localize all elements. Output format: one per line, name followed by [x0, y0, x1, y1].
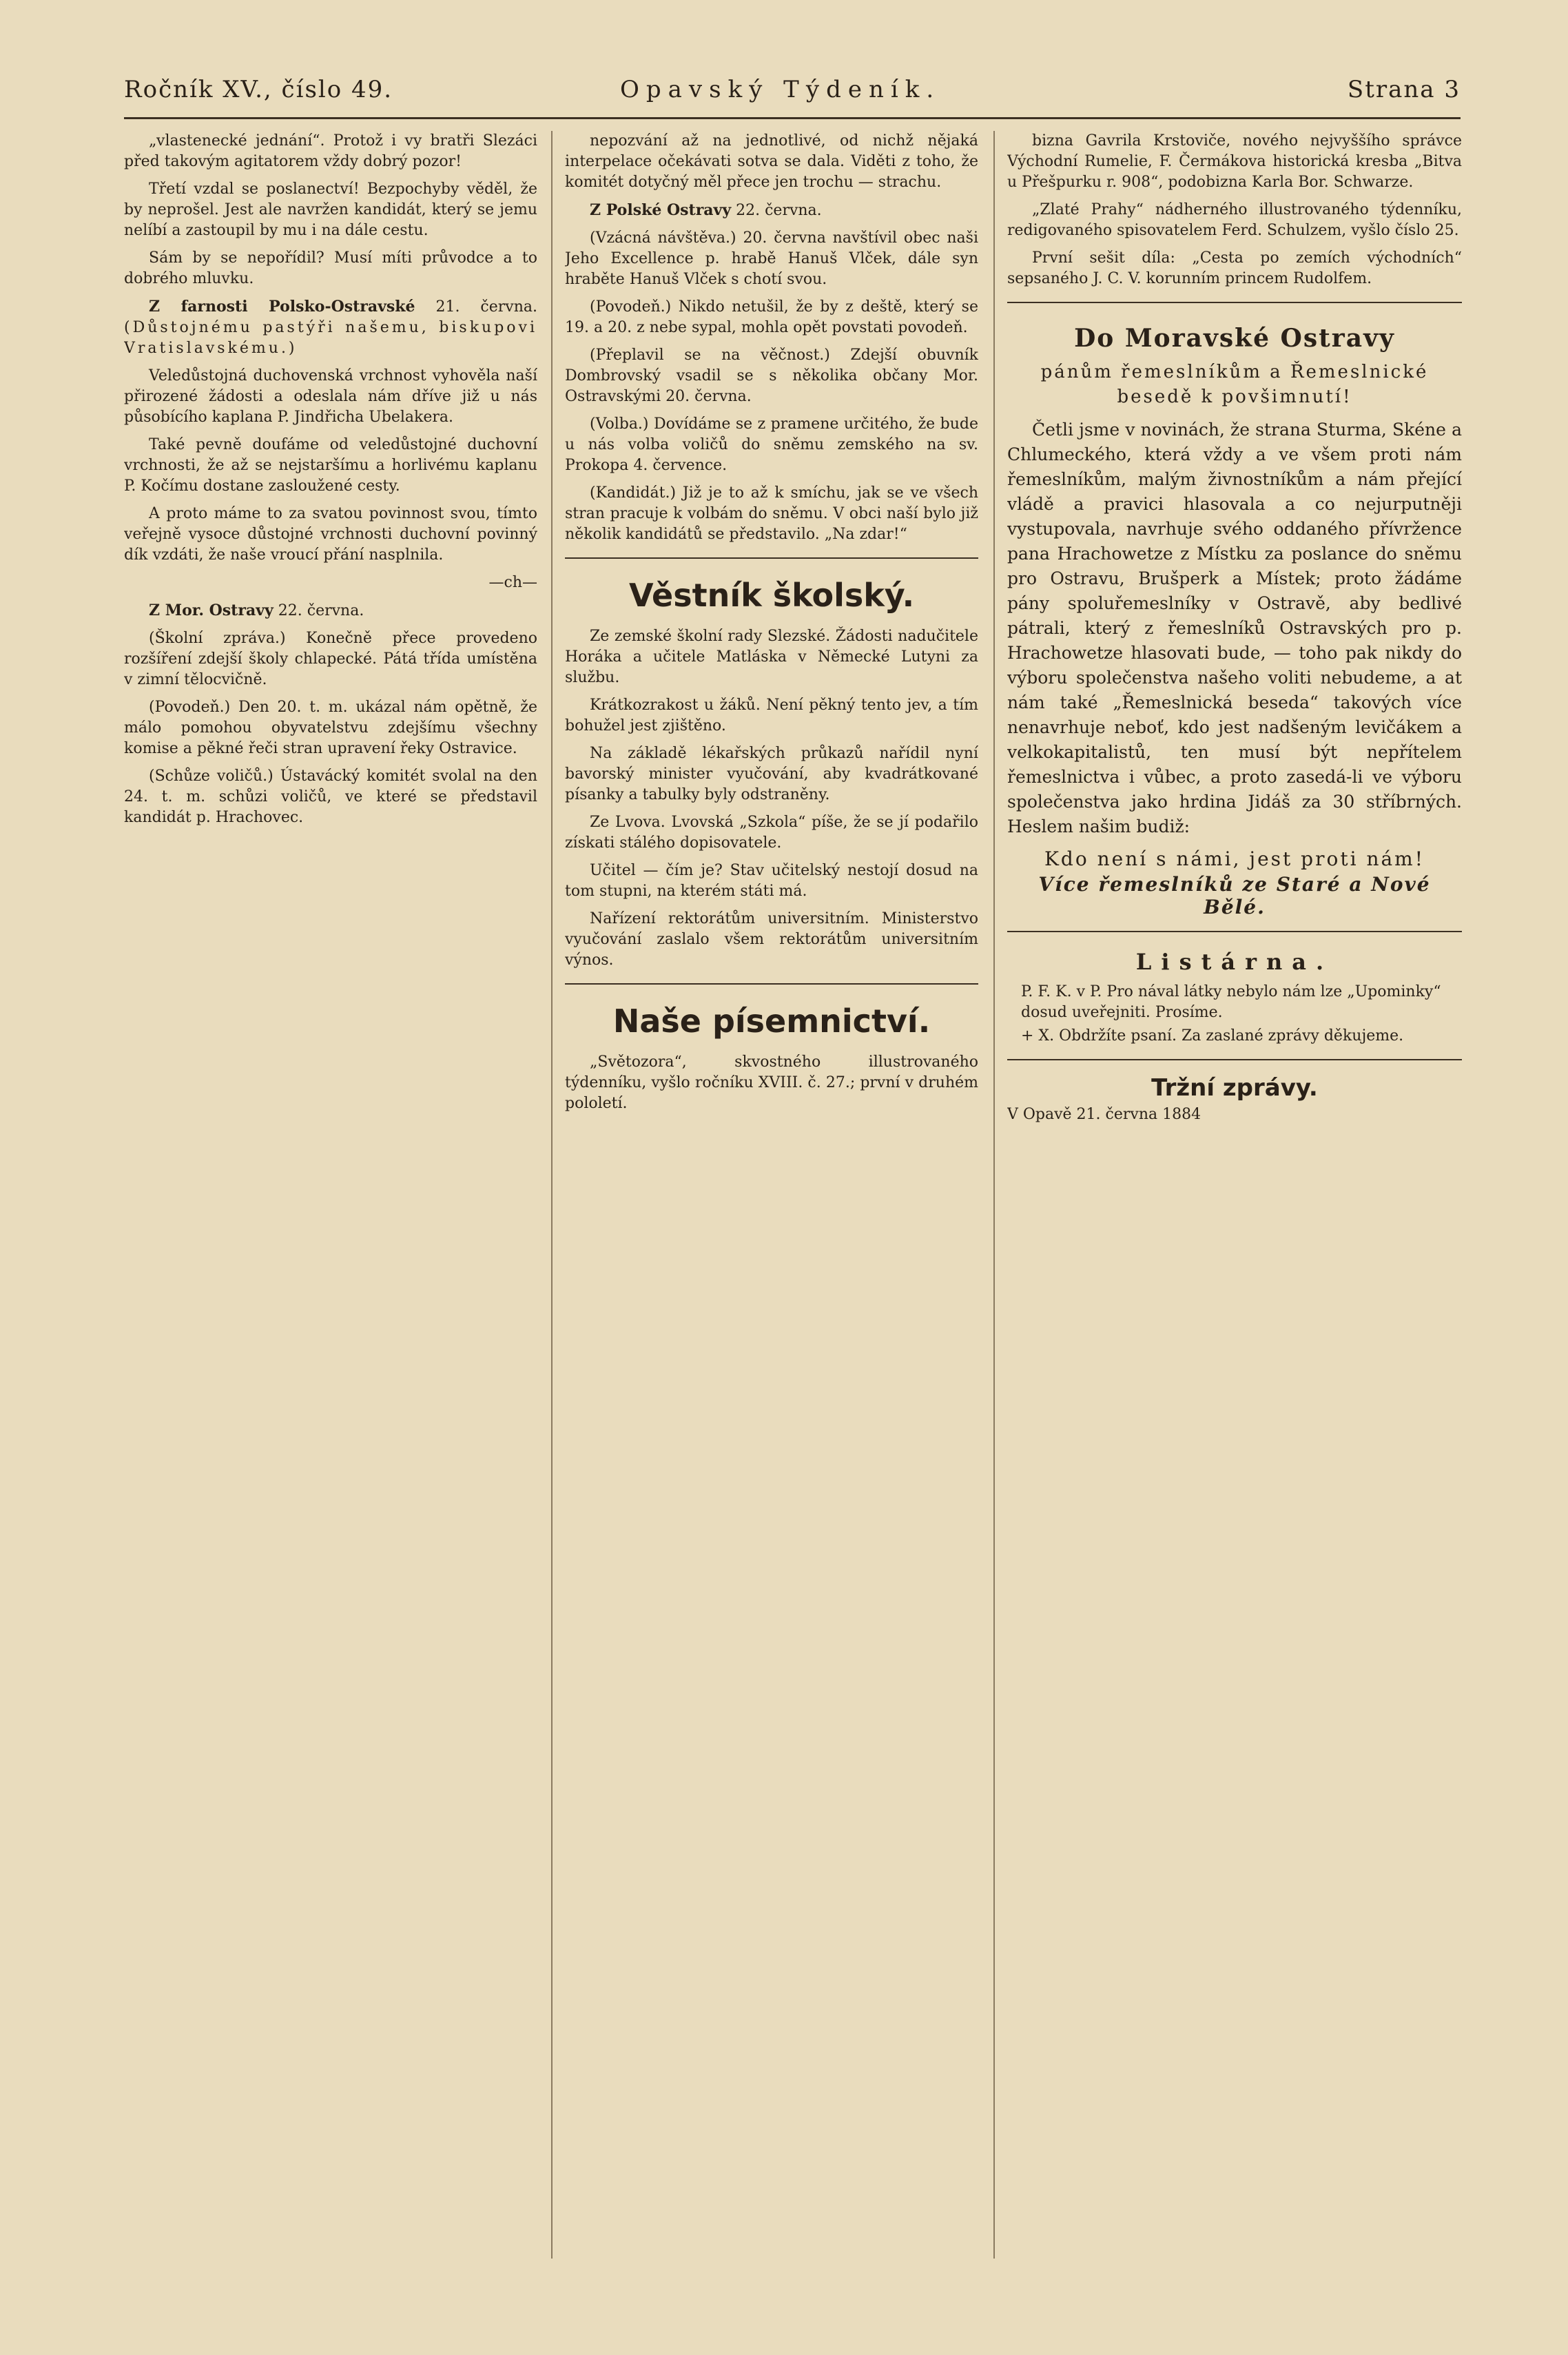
article-paragraph: Učitel — čím je? Stav učitelský nestojí dosud na tom stupni, na kterém státi má. — [565, 862, 978, 900]
vestnik-title: Věstník školský. — [628, 577, 915, 614]
article-paragraph: Také pevně doufáme od veledůstojné duchovní vrchnosti, že až se nejstaršímu a horlivému kaplanu P. Kočímu dostane zasloužené cesty. — [124, 436, 537, 495]
article-paragraph: Na základě lékařských průkazů nařídil nyní bavorský minister vyučování, aby kvadrátkované písanky a tabulky byly odstraněny. — [565, 745, 978, 803]
article-paragraph: „vlastenecké jednání“. Protož i vy bratři Slezáci před takovým agitatorem vždy dobrý pozor! — [124, 132, 537, 170]
section-date: 21. června. — [435, 298, 537, 316]
listarna-title: Listárna. — [1135, 949, 1334, 975]
newspaper-title: Opavský Týdeník. — [620, 76, 941, 103]
article-paragraph — [124, 600, 537, 621]
article-paragraph: Ze Lvova. Lvovská „Szkola“ píše, že se jí podařilo získati stálého dopisovatele. — [565, 814, 978, 852]
ad-body: Četli jsme v novinách, že strana Sturma, Skéne a Chlumeckého, která vždy a ve všem proti nám řemeslníkům, malým živnostníkům a nám přející vládě a pravici hlasovala a co nejurputněji vystupovala, navrhuje svého oddaného přívržence pana Hrachowetze z Místku za poslance do sněmu pro Ostravu, Brušperk a Místek; proto žádáme pány spoluřemeslníky v Ostravě, aby bedlivé pátrali, který z řemeslníků Ostravských pro p. Hrachowetze hlasovati bude, — toho pak nikdy do výboru společenstva našeho voliti nebudeme, a at nám také „Řemeslnická beseda“ takových více nenavrhuje neboť, kdo jest nadšeným levičákem a velkokapitalistů, ten musí být nepřítelem řemeslnictva i vůbec, a proto zasedá-li ve výboru společenstva jako hrdina Jidáš za 30 stříbrných. Heslem našim budiž: — [1007, 420, 1462, 836]
article-paragraph: (Přeplavil se na věčnost.) Zdejší obuvník Dombrovský vsadil se s několika občany Mor. Ostravskými 20. června. — [565, 347, 978, 405]
section-divider — [1007, 302, 1462, 303]
section-subtitle: (Důstojnému pastýři našemu, biskupovi Vratislavskému.) — [124, 319, 537, 357]
article-paragraph: Krátkozrakost u žáků. Není pěkný tento jev, a tím bohužel jest zjištěno. — [565, 697, 978, 734]
article-paragraph: První sešit díla: „Cesta po zemích východních“ sepsaného J. C. V. korunním princem Rudolfem. — [1007, 249, 1462, 287]
ad-subtitle: pánům řemeslníkům a Řemeslnické besedě k povšimnutí! — [1040, 362, 1429, 407]
article-paragraph: „Zlaté Prahy“ nádherného illustrovaného týdenníku, redigovaného spisovatelem Ferd. Schulzem, vyšlo číslo 25. — [1007, 201, 1462, 239]
article-paragraph: (Volba.) Dovídáme se z pramene určitého, že bude u nás volba voličů do sněmu zemského na sv. Prokopa 4. července. — [565, 415, 978, 474]
article-paragraph: A proto máme to za svatou povinnost svou, tímto veřejně vysoce důstojné vrchnosti duchovní povinný dík vzdáti, že naše vroucí přání nasplnila. — [124, 505, 537, 564]
column-divider — [993, 131, 995, 2259]
article-paragraph: „Světozora“, skvostného illustrovaného týdenníku, vyšlo ročníku XVIII. č. 27.; první v druhém pololetí. — [565, 1053, 978, 1112]
article-paragraph: Třetí vzdal se poslanectví! Bezpochyby věděl, že by neprošel. Jest ale navržen kandidát, který se jemu nelíbí a zastoupil by mu i na dále cestu. — [124, 181, 537, 239]
article-paragraph: (Kandidát.) Již je to až k smíchu, jak se ve všech stran pracuje k volbám do sněmu. V obci naší bylo již několik kandidátů se představilo. „Na zdar!“ — [565, 484, 978, 543]
section-date: 22. června. — [278, 602, 364, 619]
section-divider — [1007, 931, 1462, 932]
column-divider — [551, 131, 553, 2259]
article-paragraph: (Schůze voličů.) Ústavácký komitét svolal na den 24. t. m. schůzi voličů, ve které se představil kandidát p. Hrachovec. — [124, 768, 537, 826]
section-divider — [565, 983, 978, 985]
article-paragraph: bizna Gavrila Krstoviče, nového nejvyššího správce Východní Rumelie, F. Čermákova historická kresba „Bitva u Přešpurku r. 908“, podobizna Karla Bor. Schwarze. — [1007, 132, 1462, 191]
section-lead: Z Mor. Ostravy — [149, 601, 274, 619]
section-divider — [565, 557, 978, 559]
section-lead: Z Polské Ostravy — [590, 201, 732, 219]
article-paragraph: (Školní zpráva.) Konečně přece provedeno rozšíření zdejší školy chlapecké. Pátá třída umístěna v zimní tělocvičně. — [124, 630, 537, 688]
column-2 — [565, 131, 978, 2259]
header-rule — [124, 117, 1461, 119]
article-paragraph: (Povodeň.) Den 20. t. m. ukázal nám opětně, že málo pomohou obyvatelstvu zdejšímu všechny komise a pěkné řeči stran upravení řeky Ostravice. — [124, 699, 537, 757]
ad-slogan: Kdo není s námi, jest proti nám! — [1044, 847, 1425, 870]
advertisement — [1007, 324, 1462, 918]
article-paragraph: Veledůstojná duchovenská vrchnost vyhověla naší přirozené žádosti a odeslala nám dříve již u nás působícího kaplana P. Jindřicha Ubelakera. — [124, 367, 537, 426]
section-lead: Z farnosti Polsko-Ostravské — [149, 298, 415, 316]
column-1 — [124, 131, 537, 2259]
column-3 — [1007, 131, 1462, 2259]
signature: —ch— — [488, 574, 537, 591]
ad-title: Do Moravské Ostravy — [1074, 324, 1395, 353]
article-paragraph: (Povodeň.) Nikdo netušil, že by z deště, který se 19. a 20. z nebe sypal, mohla opět povstati povodeň. — [565, 298, 978, 336]
page-number: Strana 3 — [1347, 76, 1461, 103]
issue-number: Ročník XV., číslo 49. — [124, 76, 393, 103]
article-paragraph: Ze zemské školní rady Slezské. Žádosti nadučitele Horáka a učitele Matláska v Německé Lutyni za službu. — [565, 628, 978, 686]
ad-signature: Více řemeslníků ze Staré a Nové Bělé. — [1038, 873, 1431, 918]
article-paragraph: Sám by se nepořídil? Musí míti průvodce a to dobrého mluvku. — [124, 249, 537, 287]
section-date: 22. června. — [736, 202, 822, 219]
market-subtitle: V Opavě 21. června 1884 — [1007, 1106, 1201, 1123]
page-header — [124, 76, 1461, 117]
market-title: Tržní zprávy. — [1151, 1074, 1318, 1102]
article-paragraph: (Vzácná návštěva.) 20. června navštívil obec naši Jeho Excellence p. hrabě Hanuš Vlček, dále syn hraběte Hanuš Vlček s chotí svou. — [565, 229, 978, 288]
article-paragraph — [565, 200, 978, 221]
section-divider — [1007, 1059, 1462, 1060]
pisemnictvi-title: Naše písemnictví. — [612, 1002, 931, 1040]
listarna-note: P. F. K. v P. Pro nával látky nebylo nám lze „Upominky“ dosud uveřejniti. Prosíme. — [1021, 983, 1441, 1021]
article-paragraph: nepozvání až na jednotlivé, od nichž nějaká interpelace očekávati sotva se dala. Viděti z toho, že komitét dotyčný měl přece jen trochu — strachu. — [565, 132, 978, 191]
listarna-note: + X. Obdržíte psaní. Za zaslané zprávy děkujeme. — [1021, 1027, 1404, 1045]
article-paragraph: Nařízení rektorátům universitním. Ministerstvo vyučování zaslalo všem rektorátům universitním výnos. — [565, 910, 978, 969]
article-paragraph — [124, 296, 537, 359]
